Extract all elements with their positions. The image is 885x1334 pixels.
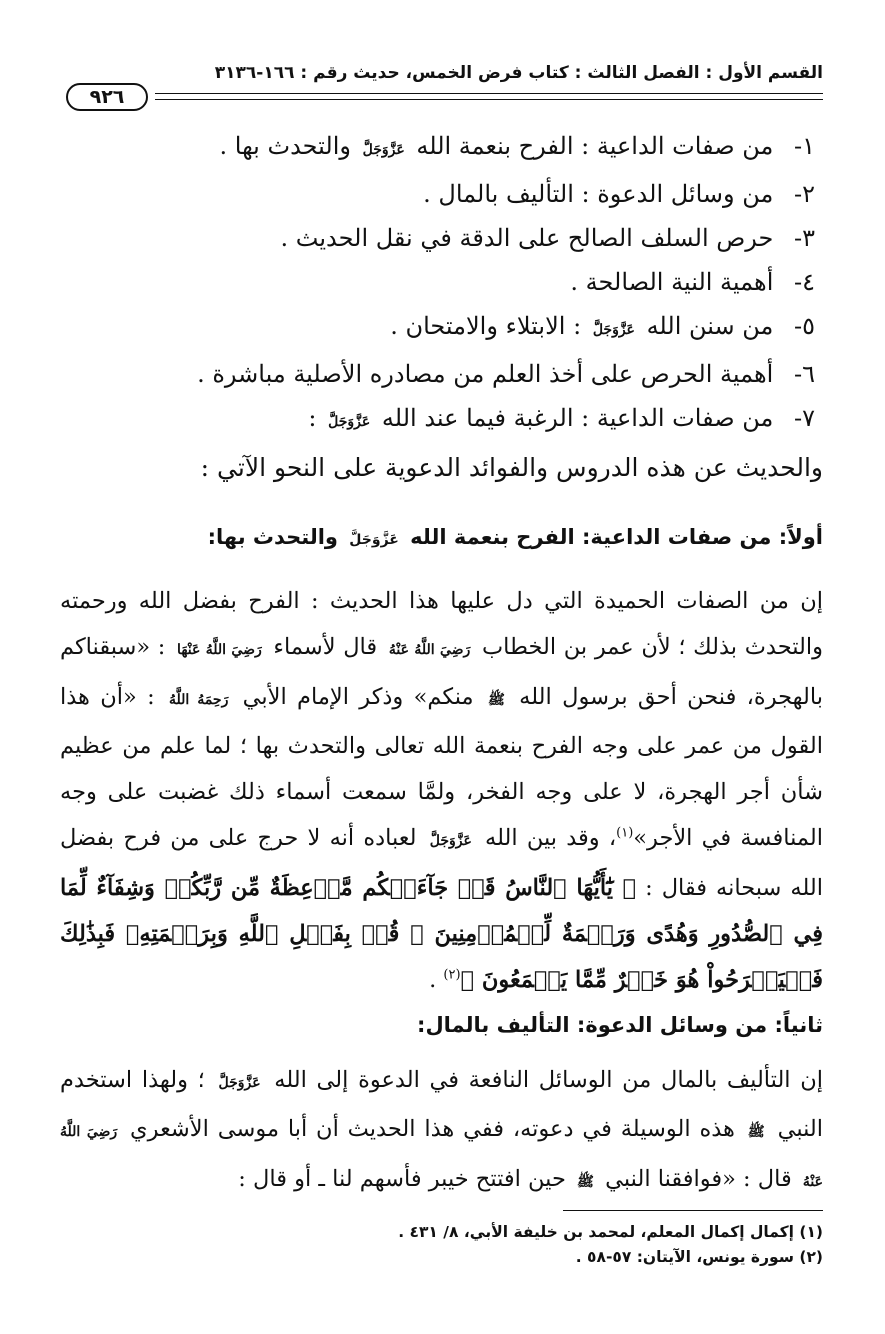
- honorific-glyph: ﷺ: [747, 1124, 765, 1141]
- text-run: : «أن هذا القول من عمر على وجه الفرح بنعمة الله تعالى والتحدث بها ؛ لما علم من عظيم شأن أجر الهجرة، لا على وجه الفخر، ولمَّا سمعت أسماء ذلك غضبت على وجه المنافسة في الأجر»: [60, 683, 823, 852]
- honorific-glyph: ﷺ: [487, 691, 505, 708]
- list-item: [60, 304, 815, 352]
- item-number: ٧-: [794, 404, 815, 432]
- item-number: ٣-: [794, 224, 815, 252]
- text-run: هذه الوسيلة في دعوته، ففي هذا الحديث أن أبا موسى الأشعري: [130, 1116, 735, 1143]
- quran-verse: ﴿ يَٰٓأَيُّهَا ٱلنَّاسُ قَدۡ جَآءَتۡكُم مَّوۡعِظَةٌ مِّن رَّبِّكُمۡ وَشِفَآءٌ لِّمَا فِي ٱلصُّدُورِ وَهُدًى وَرَحۡمَةٌ لِّلۡمُؤۡمِنِينَ ۞ قُلۡ بِفَضۡلِ ٱللَّهِ وَبِرَحۡمَتِهِۦ فَبِذَٰلِكَ فَلۡيَفۡرَحُواْ هُوَ خَيۡرٌ مِّمَّا يَجۡمَعُونَ ﴾: [60, 874, 823, 994]
- honorific-glyph: عَزَّوَجَلَّ: [592, 322, 635, 338]
- list-item: [60, 352, 815, 396]
- paragraph-1: [60, 578, 823, 1004]
- intro-line: والحديث عن هذه الدروس والفوائد الدعوية على النحو الآتي :: [200, 453, 823, 482]
- heading-text-end: والتحدث بها:: [207, 525, 338, 549]
- honorific-glyph: رَضِيَ اللَّهُ عَنْهُ: [60, 1124, 823, 1190]
- item-text: حرص السلف الصالح على الدقة في نقل الحديث .: [280, 224, 774, 252]
- item-text-end: والتحدث بها .: [219, 132, 351, 160]
- list-item: [60, 172, 815, 216]
- item-number: ٦-: [794, 360, 815, 388]
- text-run: إن التأليف بالمال من الوسائل النافعة في الدعوة إلى الله: [274, 1067, 823, 1093]
- item-number: ٤-: [794, 268, 815, 296]
- text-run: ، وقد بين الله: [485, 825, 617, 852]
- honorific-glyph: رَضِيَ اللَّهُ عَنْهَا: [177, 642, 262, 659]
- item-text: من سنن الله: [646, 312, 774, 340]
- footnote-2: (٢) سورة يونس، الآيتان: ٥٧-٥٨ .: [575, 1248, 823, 1266]
- item-text: أهمية النية الصالحة .: [570, 268, 774, 296]
- text-run: إن من الصفات الحميدة التي دل عليها هذا الحديث : الفرح بفضل الله ورحمته والتحدث بذلك ؛ لأن عمر بن الخطاب: [60, 588, 824, 661]
- footnote-rule: [563, 1210, 823, 1211]
- item-text: أهمية الحرص على أخذ العلم من مصادره الأصلية مباشرة .: [197, 360, 774, 388]
- list-item: [60, 396, 815, 444]
- honorific-glyph: عَزَّوَجَلَّ: [328, 414, 371, 430]
- item-text-end: :: [308, 404, 317, 432]
- honorific-glyph: عَزَّوَجَلَّ: [218, 1075, 261, 1091]
- item-text: من وسائل الدعوة : التأليف بالمال .: [423, 180, 774, 208]
- list-item: [60, 260, 815, 304]
- honorific-glyph: ﷺ: [577, 1173, 594, 1190]
- section-heading-1: [60, 522, 823, 555]
- item-number: ٥-: [794, 312, 815, 340]
- text-run: لعباده أنه لا حرج على من فرح بفضل الله سبحانه فقال :: [60, 825, 824, 901]
- item-number: ١-: [794, 132, 815, 160]
- honorific-glyph: عَزَّوَجَلَّ: [349, 532, 399, 548]
- text-run: .: [429, 967, 437, 994]
- honorific-glyph: رَضِيَ اللَّهُ عَنْهُ: [388, 642, 471, 659]
- text-run: قال لأسماء: [273, 634, 378, 661]
- honorific-glyph: عَزَّوَجَلَّ: [362, 142, 405, 158]
- item-number: ٢-: [794, 180, 815, 208]
- text-run: : «سبقناكم بالهجرة، فنحن أحق برسول الله: [60, 634, 823, 710]
- lessons-list: [60, 124, 815, 444]
- footnotes: [60, 1220, 823, 1270]
- footnote-ref-2: (٢): [443, 967, 461, 983]
- footnote-ref-1: (١): [616, 825, 634, 841]
- section-heading-2: ثانياً: من وسائل الدعوة: التأليف بالمال:: [417, 1013, 823, 1037]
- text-run: منكم» وذكر الإمام الأبي: [242, 683, 474, 710]
- item-text: من صفات الداعية : الرغبة فيما عند الله: [381, 404, 774, 432]
- running-header: القسم الأول : الفصل الثالث : كتاب فرض الخمس، حديث رقم : ١٦٦-٣١٣٦: [214, 63, 823, 83]
- item-text-end: : الابتلاء والامتحان .: [390, 312, 582, 340]
- paragraph-2: [60, 1057, 823, 1205]
- item-text: من صفات الداعية : الفرح بنعمة الله: [416, 132, 774, 160]
- honorific-glyph: رَحِمَهُ اللَّهُ: [168, 691, 229, 708]
- list-item: [60, 124, 815, 172]
- honorific-glyph: عَزَّوَجَلَّ: [429, 833, 472, 850]
- footnote-1: (١) إكمال إكمال المعلم، لمحمد بن خليفة الأبي، ٨/ ٤٣١ .: [398, 1223, 823, 1241]
- text-run: حين افتتح خيبر فأسهم لنا ـ أو قال :: [238, 1165, 566, 1192]
- text-run: ؛ ولهذا استخدم النبي: [60, 1067, 824, 1143]
- page-number: ٩٢٦: [66, 83, 148, 111]
- heading-text: أولاً: من صفات الداعية: الفرح بنعمة الله: [410, 525, 823, 549]
- text-run: قال : «فوافقنا النبي: [605, 1165, 792, 1192]
- header-rule: [155, 93, 823, 100]
- list-item: [60, 216, 815, 260]
